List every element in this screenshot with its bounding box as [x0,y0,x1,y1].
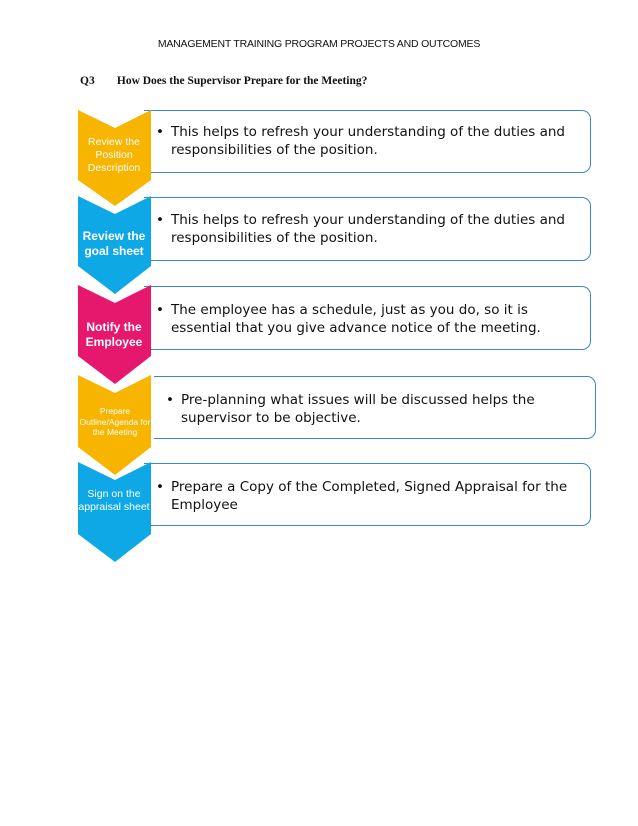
step-2-box [144,197,591,261]
step-3-text: • The employee has a schedule, just as you do, so it is essential that you give advance notice of the meeting. [156,302,541,336]
step-1-box [144,110,591,173]
step-1-label: Review the Position Description [87,136,141,175]
step-4-chevron [78,375,153,475]
step-1-chevron [78,110,153,206]
step-4-text: • Pre-planning what issues will be discussed helps the supervisor to be objective. [166,392,535,426]
step-2-text: • This helps to refresh your understanding of the duties and responsibilities of the position. [156,212,566,246]
step-5-label: Sign on the appraisal sheet [78,488,150,514]
step-4-label: Prepare Outline/Agenda for the Meeting [79,406,151,438]
page-header: MANAGEMENT TRAINING PROGRAM PROJECTS AND OUTCOMES [157,38,481,50]
step-4-box [154,376,596,439]
question-heading [80,75,367,87]
step-2-label: Review the goal sheet [82,229,146,258]
step-1-text: • This helps to refresh your understanding of the duties and responsibilities of the position. [156,124,566,158]
step-5-text: • Prepare a Copy of the Completed, Signed Appraisal for the Employee [156,479,568,513]
question-text: How Does the Supervisor Prepare for the Meeting? [116,75,368,87]
step-3-chevron [78,285,153,384]
step-2-chevron [78,196,153,294]
step-5-box [144,463,591,526]
step-5-chevron [78,462,153,562]
step-3-box [144,286,591,350]
step-3-label: Notify the Employee [85,320,143,349]
question-number: Q3 [80,75,95,87]
